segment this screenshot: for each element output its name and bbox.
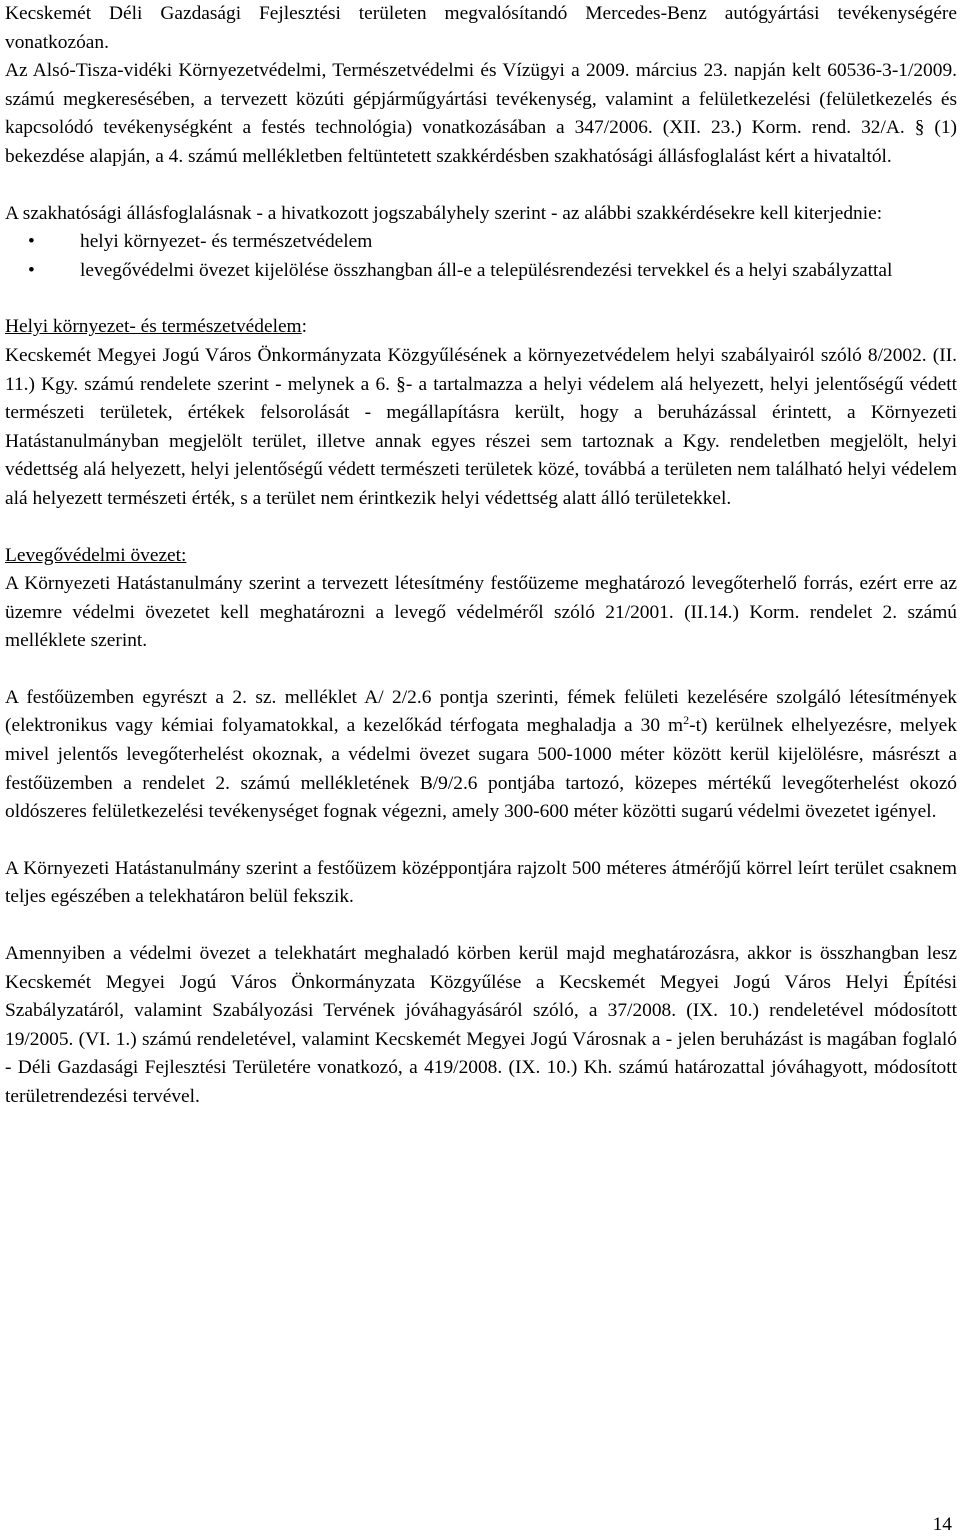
bullet-text: helyi környezet- és természetvédelem — [80, 231, 373, 253]
request-paragraph: Az Alsó-Tisza-vidéki Környezetvédelmi, Természetvédelmi és Vízügyi a 2009. március 23. napján kelt 60536-3-1/2009. számú megkeresésében, a tervezett közúti gépjárműgyártási tevékenység, valamint a felületkezelési (felületkezelés és kapcsolódó tevékenységként a festés technológia) vonatkozásában a 347/2006. (XII. 23.) Korm. rend. 32/A. § (1) bekezdése alapján, a 4. számú mellékletben feltüntetett szakkérdésben szakhatósági állásfoglalást kért a hivataltól. — [5, 60, 957, 167]
page-number: 14 — [932, 1514, 952, 1535]
paint-shop-text-part2: -t) kerülnek elhelyezésre, melyek mivel jelentős levegőterhelést okoznak, a védelmi övezet sugara 500-1000 méter között kerül kijelölésre, másrészt a festőüzemben a rendelet 2. számú mellékletének B/9/2.6 pontjába tartozó, közepes mértékű levegőterhelést okozó oldószeres felületkezelési tevékenységet fognak végezni, amely 300-600 méter közötti sugarú védelmi övezetet igényel. — [5, 715, 957, 823]
scope-bullet-list — [5, 228, 957, 285]
section-heading-colon: : — [301, 316, 308, 338]
document-page — [5, 0, 957, 1112]
section-heading-local-protection — [5, 313, 957, 342]
list-item — [5, 228, 957, 257]
local-protection-paragraph: Kecskemét Megyei Jogú Város Önkormányzata Közgyűlésének a környezetvédelem helyi szabályairól szóló 8/2002. (II. 11.) Kgy. számú rendelete szerint - melynek a 6. §- a tartalmazza a helyi védelem alá helyezett, helyi jelentőségű védett természeti területek, értékek felsorolását - megállapításra került, hogy a beruházással érintett, a Környezeti Hatástanulmányban megjelölt terület, illetve annak egyes részei sem tartoznak a Kgy. rendeletben megjelölt, helyi védettség alá helyezett, helyi jelentőségű védett természeti területek közé, továbbá a területen nem található helyi védelem alá helyezett természeti érték, s a terület nem érintkezik helyi védettség alatt álló területekkel. — [5, 344, 957, 509]
air-protection-paragraph: A Környezeti Hatástanulmány szerint a tervezett létesítmény festőüzeme meghatározó levegőterhelő forrás, ezért erre az üzemre védelmi övezetet kell meghatározni a levegő védelméről szóló 21/2001. (II.14.) Korm. rendelet 2. számú melléklete szerint. — [5, 573, 957, 652]
circle-area-paragraph: A Környezeti Hatástanulmány szerint a festőüzem középpontjára rajzolt 500 méteres átmérőjű körrel leírt terület csaknem teljes egészében a telekhatáron belül fekszik. — [5, 857, 957, 908]
section-heading-air-protection: Levegővédelmi övezet: — [5, 544, 187, 566]
section-heading-text: Helyi környezet- és természetvédelem — [5, 316, 302, 338]
superscript: 2 — [683, 713, 690, 728]
intro-paragraph: Kecskemét Déli Gazdasági Fejlesztési területen megvalósítandó Mercedes-Benz autógyártási tevékenységére vonatkozóan. — [5, 3, 957, 53]
conformity-paragraph: Amennyiben a védelmi övezet a telekhatárt meghaladó körben kerül majd meghatározásra, akkor is összhangban lesz Kecskemét Megyei Jogú Város Önkormányzata Közgyűlése a Kecskemét Megyei Jogú Város Helyi Építési Szabályzatáról, valamint Szabályozási Tervének jóváhagyásáról szóló, a 37/2008. (IX. 10.) rendeletével módosított 19/2005. (VI. 1.) számú rendeletével, valamint Kecskemét Megyei Jogú Városnak a - jelen beruházást is magában foglaló - Déli Gazdasági Fejlesztési Területére vonatkozó, a 419/2008. (IX. 10.) Kh. számú határozattal jóváhagyott, módosított területrendezési tervével. — [5, 943, 957, 1107]
bullet-text: levegővédelmi övezet kijelölése összhangban áll-e a településrendezési tervekkel és a helyi szabályzattal — [80, 259, 893, 281]
bullet-icon: • — [28, 231, 35, 253]
paint-shop-text-part1: A festőüzemben egyrészt a 2. sz. melléklet A/ 2/2.6 pontja szerinti, fémek felületi kezelésére szolgáló létesítmények (elektronikus vagy kémiai folyamatokkal, a kezelőkád térfogata meghaladja a 30 m — [5, 686, 957, 737]
paint-shop-paragraph — [5, 684, 957, 827]
bullet-icon: • — [28, 259, 35, 281]
list-item — [5, 257, 957, 286]
scope-paragraph: A szakhatósági állásfoglalásnak - a hivatkozott jogszabályhely szerint - az alábbi szakkérdésekre kell kiterjednie: — [5, 202, 883, 224]
